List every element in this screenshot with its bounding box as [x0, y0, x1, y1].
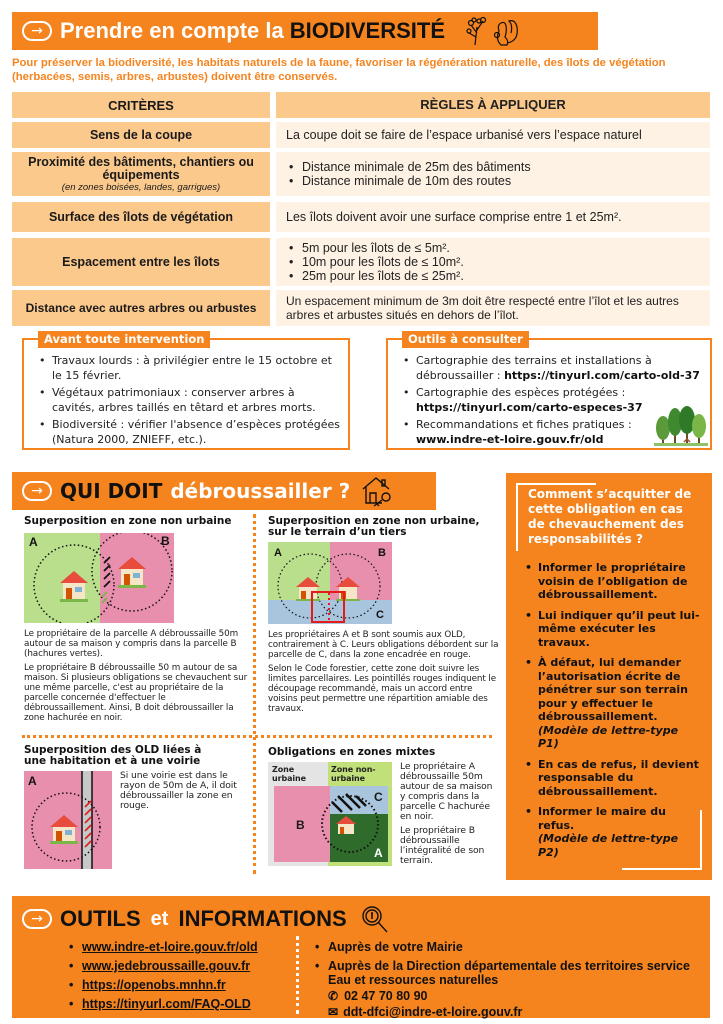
table-row — [12, 290, 710, 326]
contact-phone[interactable]: 02 47 70 80 90 — [344, 989, 428, 1003]
avant-item: • Travaux lourds : à privilégier entre le 15 octobre et le 15 février. — [36, 354, 340, 383]
info-link[interactable]: www.indre-et-loire.gouv.fr/old — [82, 940, 258, 954]
criterion — [12, 152, 270, 196]
rule-item: • 25m pour les îlots de ≤ 25m². — [286, 269, 700, 283]
outils-link-item — [66, 940, 258, 954]
diagram-zones-mixtes — [268, 762, 392, 866]
qui-doit-header — [12, 472, 436, 510]
chevauchement-panel — [506, 473, 712, 880]
outils-link[interactable]: www.indre-et-loire.gouv.fr/old — [416, 432, 604, 446]
parcel-label: A — [29, 535, 38, 549]
outils-consulter-box — [386, 332, 712, 450]
outils-informations-panel — [12, 896, 710, 1018]
chevauchement-item — [522, 609, 702, 650]
case-zone-non-urbaine — [24, 516, 248, 723]
corner-bracket-top — [516, 483, 596, 551]
rule: Un espacement minimum de 3m doit être respecté entre l’îlot et les autres arbres et arbustes situés en dehors de l’îlot. — [276, 290, 710, 326]
diagram-voirie — [24, 771, 112, 869]
arrow-right-icon: → — [22, 481, 52, 501]
outils-informations-header — [22, 904, 393, 934]
parcel-label: B — [296, 818, 305, 832]
parcel-label: A — [28, 774, 37, 788]
rule-item: • Distance minimale de 10m des routes — [286, 174, 700, 188]
outils-link-item — [66, 959, 258, 973]
outils-consulter-title: Outils à consulter — [402, 331, 529, 348]
rule-item: • 10m pour les îlots de ≤ 10m². — [286, 255, 700, 269]
arrow-right-icon: → — [22, 21, 52, 41]
outils-link[interactable]: https://tinyurl.com/carto-especes-37 — [416, 400, 643, 414]
case-terrain-tiers — [268, 516, 500, 714]
contact-ddt — [312, 959, 702, 1019]
contact-phone-row — [328, 989, 702, 1003]
case-paragraph: Les propriétaires A et B sont soumis aux OLD, contrairement à C. Leurs obligations débordent sur la parcelle de C, dans la zone encadrée en rouge. — [268, 630, 499, 660]
zone-label-non-urbaine: Zone non-urbaine — [331, 765, 376, 783]
criterion: Espacement entre les îlots — [12, 238, 270, 286]
case-paragraph: Le propriétaire A débroussaille 50m autour de sa maison y compris dans la parcelle C hachurée en noir. — [400, 761, 493, 822]
magnifier-info-icon — [359, 904, 393, 934]
rule: Les îlots doivent avoir une surface comprise entre 1 et 25m². — [276, 202, 710, 232]
criterion-label: Proximité des bâtiments, chantiers ou équipements — [28, 154, 254, 182]
case-paragraph: Le propriétaire B débroussaille 50 m autour de sa maison. Si plusieurs obligations se chevauchent sur une même parcelle, c'est au propriétaire de la parcelle concernée d'effectuer le débroussaillement. Ainsi, B doit débroussailler la zone hachurée en noir. — [24, 663, 248, 723]
outils-item-text: Recommandations et fiches pratiques : — [416, 418, 632, 431]
outils-title-et: et — [150, 907, 169, 930]
biodiversite-intro: Pour préserver la biodiversité, les habitats naturels de la faune, favoriser la régénération naturelle, des îlots de végétation (herbacées, semis, arbres, arbustes) doivent être conservés. — [12, 57, 666, 83]
phone-icon: ✆ — [328, 989, 339, 1003]
case-title: Obligations en zones mixtes — [268, 746, 436, 758]
rule-item: • 5m pour les îlots de ≤ 5m². — [286, 241, 700, 255]
table-row — [12, 202, 710, 232]
qui-doit-title-rest: débroussailler ? — [170, 479, 351, 503]
rule-item: • Distance minimale de 25m des bâtiments — [286, 160, 700, 174]
contact-mairie: • Auprès de votre Mairie — [312, 940, 702, 954]
outils-link-item — [66, 997, 258, 1011]
parcel-label: B — [378, 547, 386, 559]
criterion: Sens de la coupe — [12, 122, 270, 148]
contact-email[interactable]: ddt-dfci@indre-et-loire.gouv.fr — [343, 1005, 523, 1019]
parcel-label: B — [161, 534, 170, 548]
outils-link[interactable]: https://tinyurl.com/carto-old-37 — [504, 368, 700, 382]
table-row — [12, 122, 710, 148]
forest-icon — [654, 404, 708, 446]
chevauchement-item-text: À défaut, lui demander l’autorisation écrite de pénétrer sur son terrain pour y effectuer le débroussaillement. — [538, 656, 689, 723]
lettre-type-note: (Modèle de lettre-type P1) — [538, 723, 679, 750]
chevauchement-item-text: Informer le maire du refus. — [538, 805, 667, 832]
dotted-divider-horizontal — [22, 735, 492, 738]
case-habitation-voirie — [24, 745, 248, 869]
info-link[interactable]: www.jedebroussaille.gouv.fr — [82, 959, 251, 973]
rule: La coupe doit se faire de l’espace urbanisé vers l’espace naturel — [276, 122, 710, 148]
biodiversite-header — [12, 12, 598, 50]
diagram-overlap-a-b — [24, 533, 174, 623]
avant-item: • Végétaux patrimoniaux : conserver arbres à cavités, arbres taillés en têtard et arbres morts. — [36, 386, 340, 415]
biodiversite-title-bold: BIODIVERSITÉ — [289, 18, 445, 43]
outils-item-text: Cartographie des espèces protégées : — [416, 386, 626, 399]
case-title: Superposition des OLD liées à une habitation et à une voirie — [24, 744, 202, 767]
criterion: Surface des îlots de végétation — [12, 202, 270, 232]
chevauchement-item — [522, 758, 702, 799]
table-header-criteres: CRITÈRES — [12, 92, 270, 118]
case-zones-mixtes — [268, 747, 500, 866]
dotted-divider-white — [296, 936, 299, 1014]
case-title: Superposition en zone non urbaine, sur le terrain d’un tiers — [268, 515, 480, 538]
lettre-type-note: (Modèle de lettre-type P2) — [538, 832, 679, 859]
case-paragraph: Le propriétaire de la parcelle A débroussaille 50m autour de sa maison y compris dans la parcelle B (hachures vertes). — [24, 629, 239, 659]
info-link[interactable]: https://openobs.mnhn.fr — [82, 978, 226, 992]
contact-email-row — [328, 1005, 702, 1019]
chevauchement-item-text: En cas de refus, il devient responsable du débroussaillement. — [538, 757, 699, 798]
chevauchement-item — [522, 656, 702, 751]
case-paragraph: Si une voirie est dans le rayon de 50m de A, il doit débroussailler la zone en rouge. — [120, 770, 237, 811]
table-header-row — [12, 92, 710, 118]
outils-title-a: OUTILS — [60, 906, 141, 931]
zone-label-urbaine: Zone urbaine — [272, 765, 306, 783]
diagram-overlap-a-b-c — [268, 542, 392, 624]
parcel-label: C — [376, 609, 384, 621]
dotted-divider-vertical — [253, 514, 256, 874]
plant-squirrel-icon — [465, 15, 525, 47]
parcel-label: A — [374, 846, 383, 860]
avant-intervention-title: Avant toute intervention — [38, 331, 210, 348]
arrow-right-icon: → — [22, 909, 52, 929]
rule — [276, 152, 710, 196]
chevauchement-item-text: Lui indiquer qu’il peut lui-même exécuter les travaux. — [538, 608, 700, 649]
criterion-note: (en zones boisées, landes, garrigues) — [61, 181, 221, 193]
house-key-icon — [360, 475, 396, 507]
chevauchement-item — [522, 561, 702, 602]
parcel-label: C — [374, 790, 383, 804]
parcel-label: A — [274, 547, 282, 559]
chevauchement-item-text: Informer le propriétaire voisin de l’obligation de débroussaillement. — [538, 561, 688, 601]
case-paragraph: Selon le Code forestier, cette zone doit suivre les limites parcellaires. Les pointillés rouges indiquent le découpage recommandé, mais un accord entre voisins peut permettre une répartition amiable des travaux. — [268, 664, 497, 714]
outils-link-item — [66, 978, 258, 992]
case-paragraph: Le propriétaire B débroussaille l’intégralité de son terrain. — [400, 825, 485, 866]
avant-item: • Biodiversité : vérifier l'absence d’espèces protégées (Natura 2000, ZNIEFF, etc.). — [36, 418, 340, 447]
mail-icon: ✉ — [328, 1005, 339, 1019]
biodiversite-title-prefix: Prendre en compte la — [60, 18, 284, 43]
table-row — [12, 238, 710, 286]
outils-title-b: INFORMATIONS — [178, 906, 347, 931]
table-header-regles: RÈGLES À APPLIQUER — [276, 92, 710, 118]
criterion: Distance avec autres arbres ou arbustes — [12, 290, 270, 326]
chevauchement-item — [522, 805, 702, 859]
table-row — [12, 152, 710, 196]
rule — [276, 238, 710, 286]
contact-ddt-text: Auprès de la Direction départementale des territoires service Eau et ressources naturelles — [328, 959, 690, 987]
outils-item-text: Cartographie des terrains et installations à débroussailler : — [416, 354, 652, 382]
info-link[interactable]: https://tinyurl.com/FAQ-OLD — [82, 997, 251, 1011]
case-title: Superposition en zone non urbaine — [24, 515, 232, 527]
qui-doit-title-bold: QUI DOIT — [60, 479, 163, 503]
avant-intervention-box — [22, 332, 350, 450]
outils-item — [400, 354, 706, 383]
chevauchement-question: Comment s’acquitter de cette obligation en cas de chevauchement des responsabilités ? — [528, 487, 692, 546]
